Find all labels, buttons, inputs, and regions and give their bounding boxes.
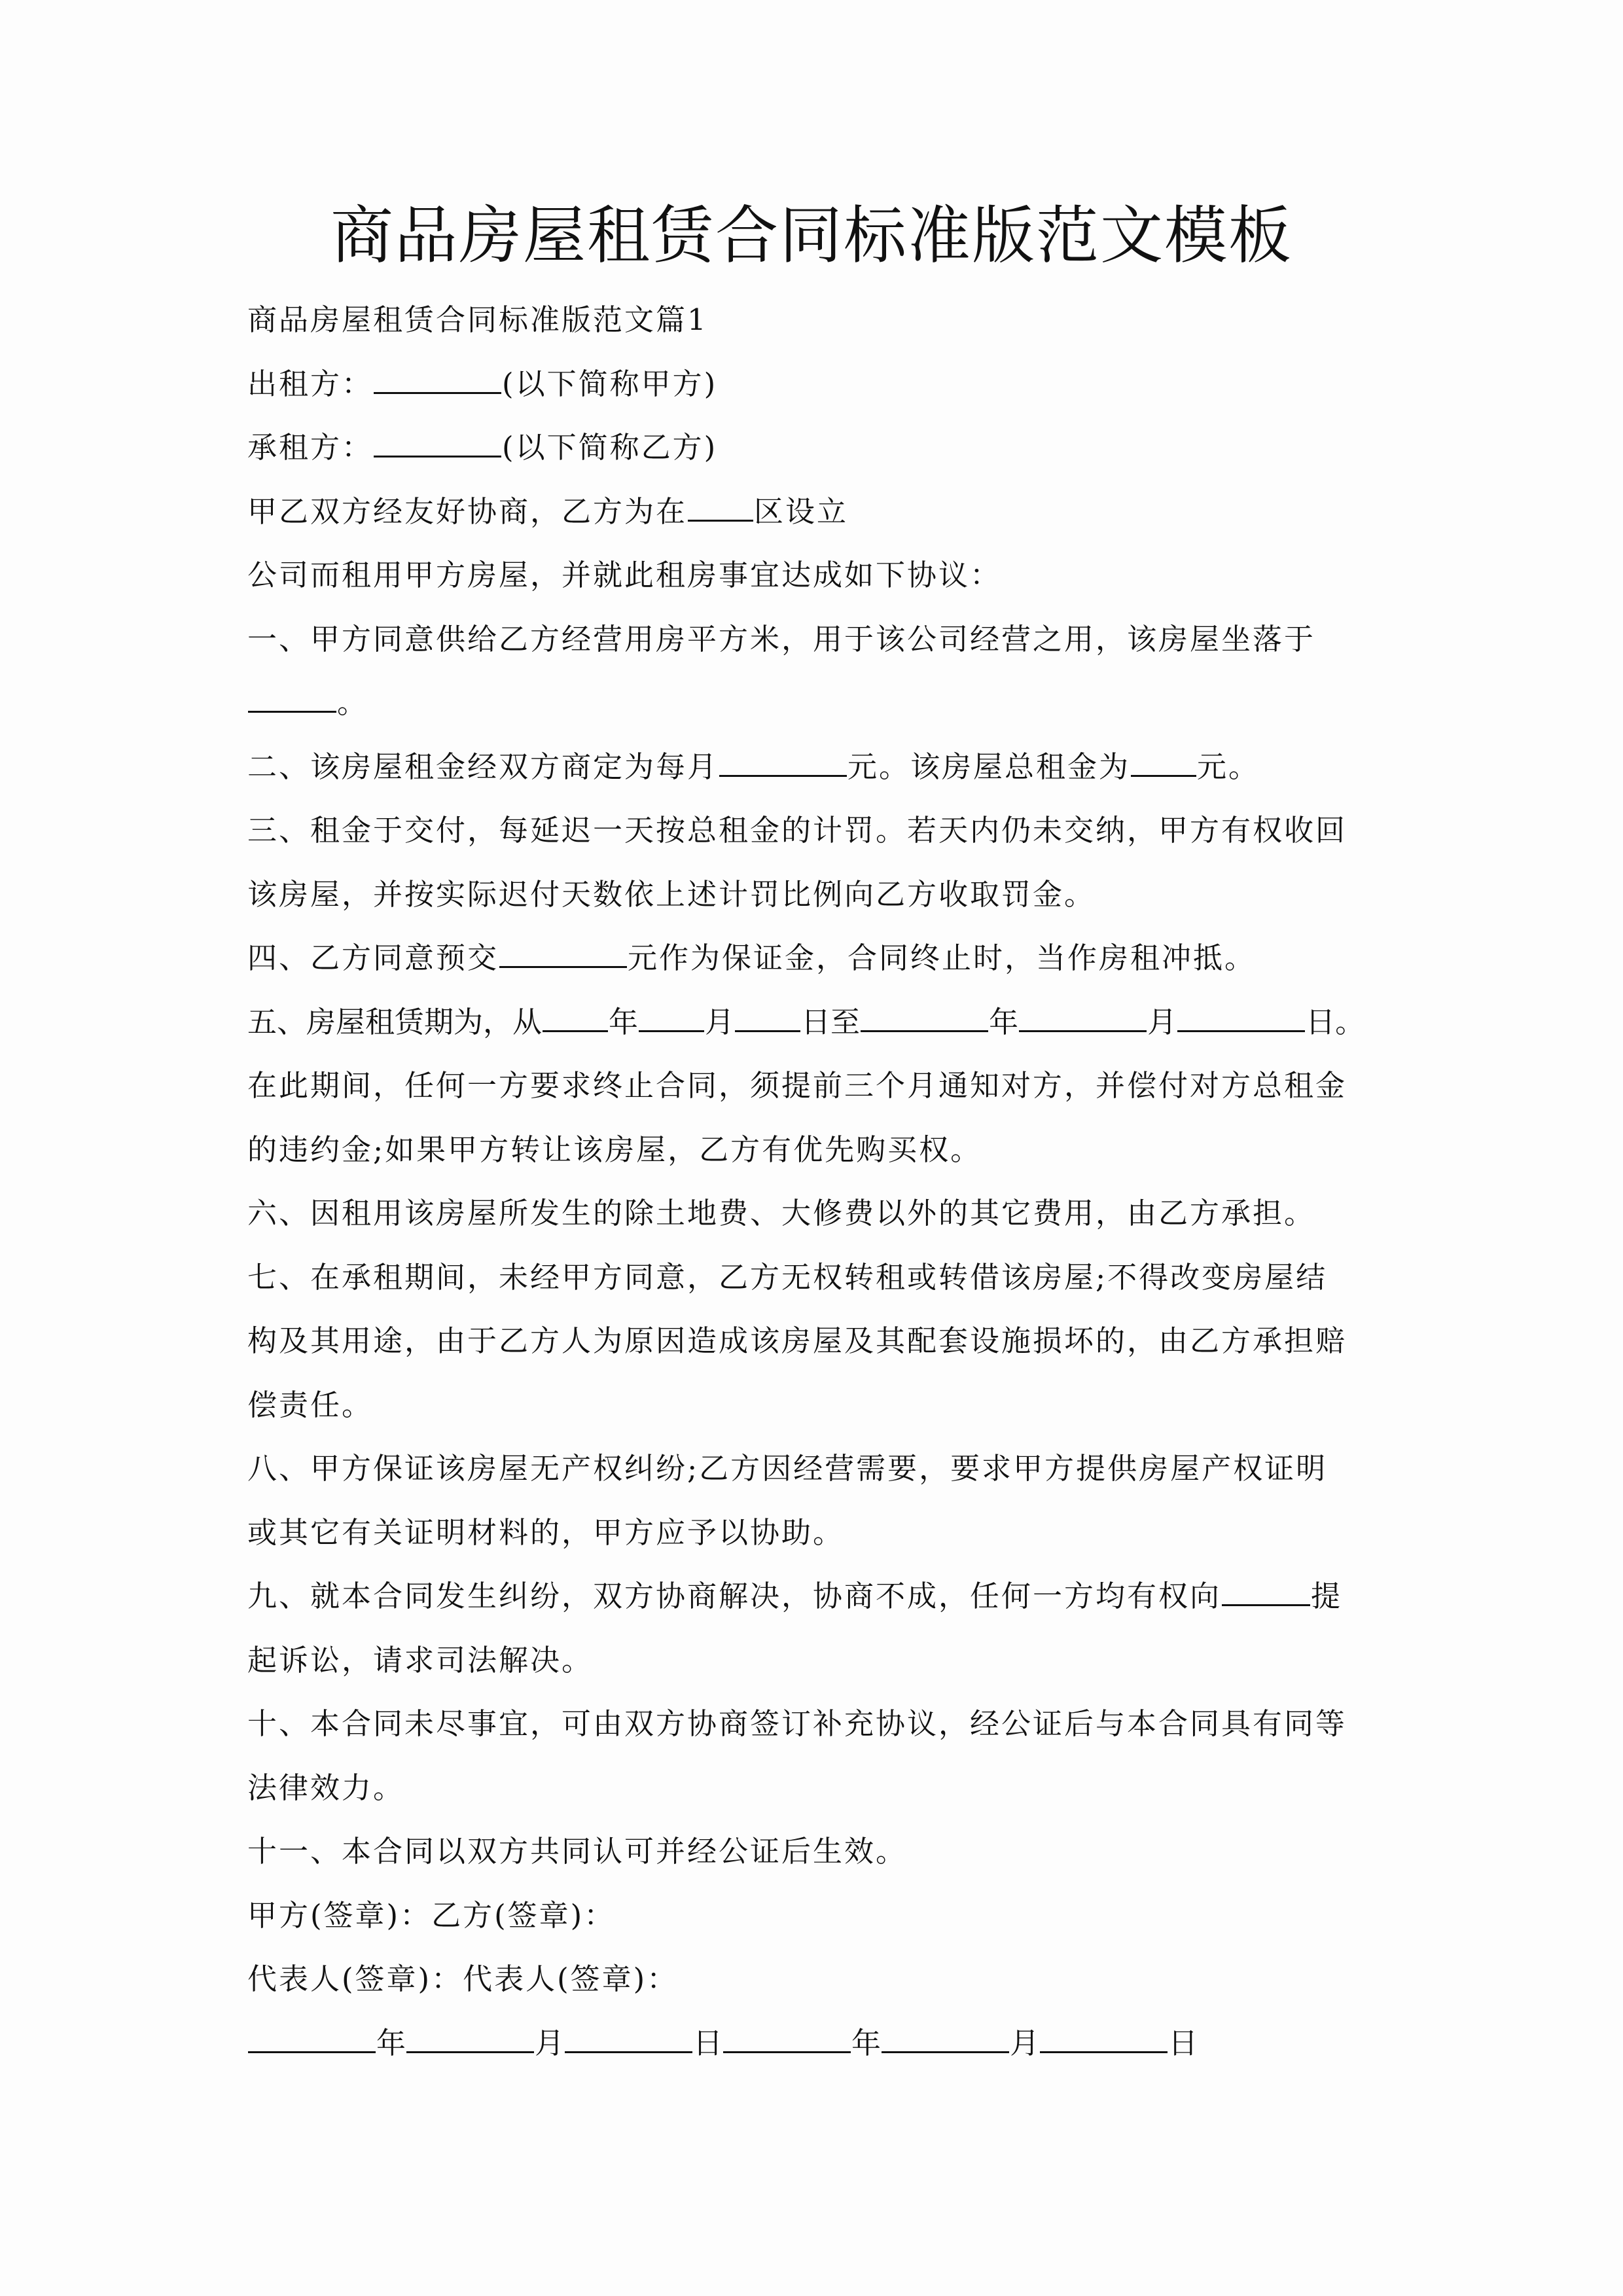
end-month-label: 月 [1147,1004,1177,1039]
party-b-day-label: 日 [1168,2025,1198,2060]
clause-7-line-2 [247,1309,1386,1373]
party-b-year-blank[interactable] [723,2029,851,2053]
end-day-blank[interactable] [1177,1008,1305,1032]
clause-5-text-3: 的违约金;如果甲方转让该房屋，乙方有优先购买权。 [247,1132,982,1167]
lessee-line [247,416,1386,480]
clause-3-line-2 [247,863,1386,927]
party-a-day-blank[interactable] [565,2029,692,2053]
party-a-year-label: 年 [376,2025,406,2060]
clause-10-text-1: 十、本合同未尽事宜，可由双方协商签订补充协议，经公证后与本合同具有同等 [247,1706,1347,1741]
clause-8-line-1 [247,1437,1386,1501]
end-year-label: 年 [989,1004,1019,1039]
end-day-label: 日。 [1306,1004,1365,1039]
party-b-month-blank[interactable] [882,2029,1009,2053]
monthly-rent-blank[interactable] [719,753,847,777]
signature-representative-line [247,1947,1386,2011]
party-b-day-blank[interactable] [1040,2029,1168,2053]
clause-4-text-a: 四、乙方同意预交 [247,941,499,975]
district-blank[interactable] [688,497,753,522]
clause-2-text-a: 二、该房屋租金经双方商定为每月 [247,749,719,784]
start-month-label: 月 [705,1004,735,1039]
clause-9-line-1 [247,1564,1386,1628]
clause-7-text-2: 构及其用途，由于乙方人为原因造成该房屋及其配套设施损坏的，由乙方承担赔 [247,1323,1347,1358]
clause-10-line-2 [247,1756,1386,1820]
clause-5-text-a: 五、房屋租赁期为，从 [247,1004,543,1039]
clause-9-text-a: 九、就本合同发生纠纷，双方协商解决，协商不成，任何一方均有权向 [247,1579,1222,1613]
clause-7-line-3 [247,1373,1386,1437]
clause-2-text-b: 元。该房屋总租金为 [847,749,1131,784]
document-title: 商品房屋租赁合同标准版范文模板 [330,199,1293,272]
clause-3-text-1: 三、租金于交付，每延迟一天按总租金的计罚。若天内仍未交纳，甲方有权收回 [247,813,1347,848]
clause-4-text-b: 元作为保证金，合同终止时，当作房租冲抵。 [628,941,1257,975]
clause-5-line-3 [247,1118,1386,1182]
lessee-suffix: (以下简称乙方) [502,430,718,465]
party-signature-text: 甲方(签章)：乙方(签章)： [247,1897,616,1933]
start-month-blank[interactable] [639,1008,704,1032]
clause-3-line-1 [247,798,1386,863]
court-blank[interactable] [1222,1582,1310,1606]
intro-text-a: 甲乙双方经友好协商，乙方为在 [247,493,688,529]
clause-1-text: 一、甲方同意供给乙方经营用房平方米，用于该公司经营之用，该房屋坐落于 [247,621,1316,656]
clause-5-text-2: 在此期间，任何一方要求终止合同，须提前三个月通知对方，并偿付对方总租金 [247,1068,1347,1103]
clause-8-line-2 [247,1501,1386,1565]
subtitle-text: 商品房屋租赁合同标准版范文篇1 [247,302,708,337]
clause-10-line-1 [247,1692,1386,1756]
party-b-year-label: 年 [851,2025,882,2060]
clause-1-line-2 [247,671,1386,735]
clause-6-text: 六、因租用该房屋所发生的除土地费、大修费以外的其它费用，由乙方承担。 [247,1196,1316,1230]
representative-signature-text: 代表人(签章)：代表人(签章)： [247,1962,679,1996]
start-day-label: 日至 [801,1004,861,1039]
clause-1-line-1 [247,607,1386,672]
clause-9-text-2: 起诉讼，请求司法解决。 [247,1642,594,1677]
clause-8-text-2: 或其它有关证明材料的，甲方应予以协助。 [247,1515,845,1550]
lessor-label: 出租方： [247,366,374,401]
party-a-year-blank[interactable] [248,2029,376,2053]
party-a-day-label: 日 [693,2025,723,2060]
end-month-blank[interactable] [1019,1008,1147,1032]
lessee-label: 承租方： [247,430,374,465]
intro-line-1 [247,480,1386,544]
clause-7-text-3: 偿责任。 [247,1387,374,1422]
lessee-name-blank[interactable] [374,433,501,457]
clause-8-text-1: 八、甲方保证该房屋无产权纠纷;乙方因经营需要，要求甲方提供房屋产权证明 [247,1451,1328,1486]
clause-5-line-1 [247,990,1386,1054]
clause-2 [247,735,1386,799]
signature-party-line [247,1884,1386,1948]
lessor-line [247,352,1386,416]
lessor-suffix: (以下简称甲方) [502,366,718,401]
clause-7-text-1: 七、在承租期间，未经甲方同意，乙方无权转租或转借该房屋;不得改变房屋结 [247,1259,1328,1295]
clause-10-text-2: 法律效力。 [247,1770,405,1805]
lessor-name-blank[interactable] [374,370,501,394]
start-year-label: 年 [609,1004,639,1039]
party-a-month-blank[interactable] [406,2029,534,2053]
party-a-month-label: 月 [535,2025,565,2060]
clause-7-line-1 [247,1246,1386,1310]
total-rent-blank[interactable] [1131,753,1196,777]
intro-text-2: 公司而租用甲方房屋，并就此租房事宜达成如下协议： [247,558,1002,592]
intro-text-b: 区设立 [754,493,849,529]
clause-9-line-2 [247,1628,1386,1693]
intro-line-2 [247,543,1386,607]
clause-1-end: 。 [337,685,369,720]
clause-3-text-2: 该房屋，并按实际迟付天数依上述计罚比例向乙方收取罚金。 [247,876,1096,912]
clause-9-text-b: 提 [1311,1579,1343,1613]
start-day-blank[interactable] [735,1008,800,1032]
clause-11 [247,1820,1386,1884]
signature-date-line [247,2011,1386,2075]
location-blank[interactable] [248,689,336,713]
clause-5-line-2 [247,1054,1386,1118]
clause-6 [247,1181,1386,1246]
clause-4 [247,926,1386,990]
document-body [247,288,1386,2075]
subtitle [247,288,1386,352]
start-year-blank[interactable] [543,1008,608,1032]
end-year-blank[interactable] [861,1008,988,1032]
party-b-month-label: 月 [1010,2025,1040,2060]
clause-11-text: 十一、本合同以双方共同认可并经公证后生效。 [247,1834,908,1869]
deposit-blank[interactable] [499,944,627,968]
clause-2-text-c: 元。 [1197,749,1260,784]
